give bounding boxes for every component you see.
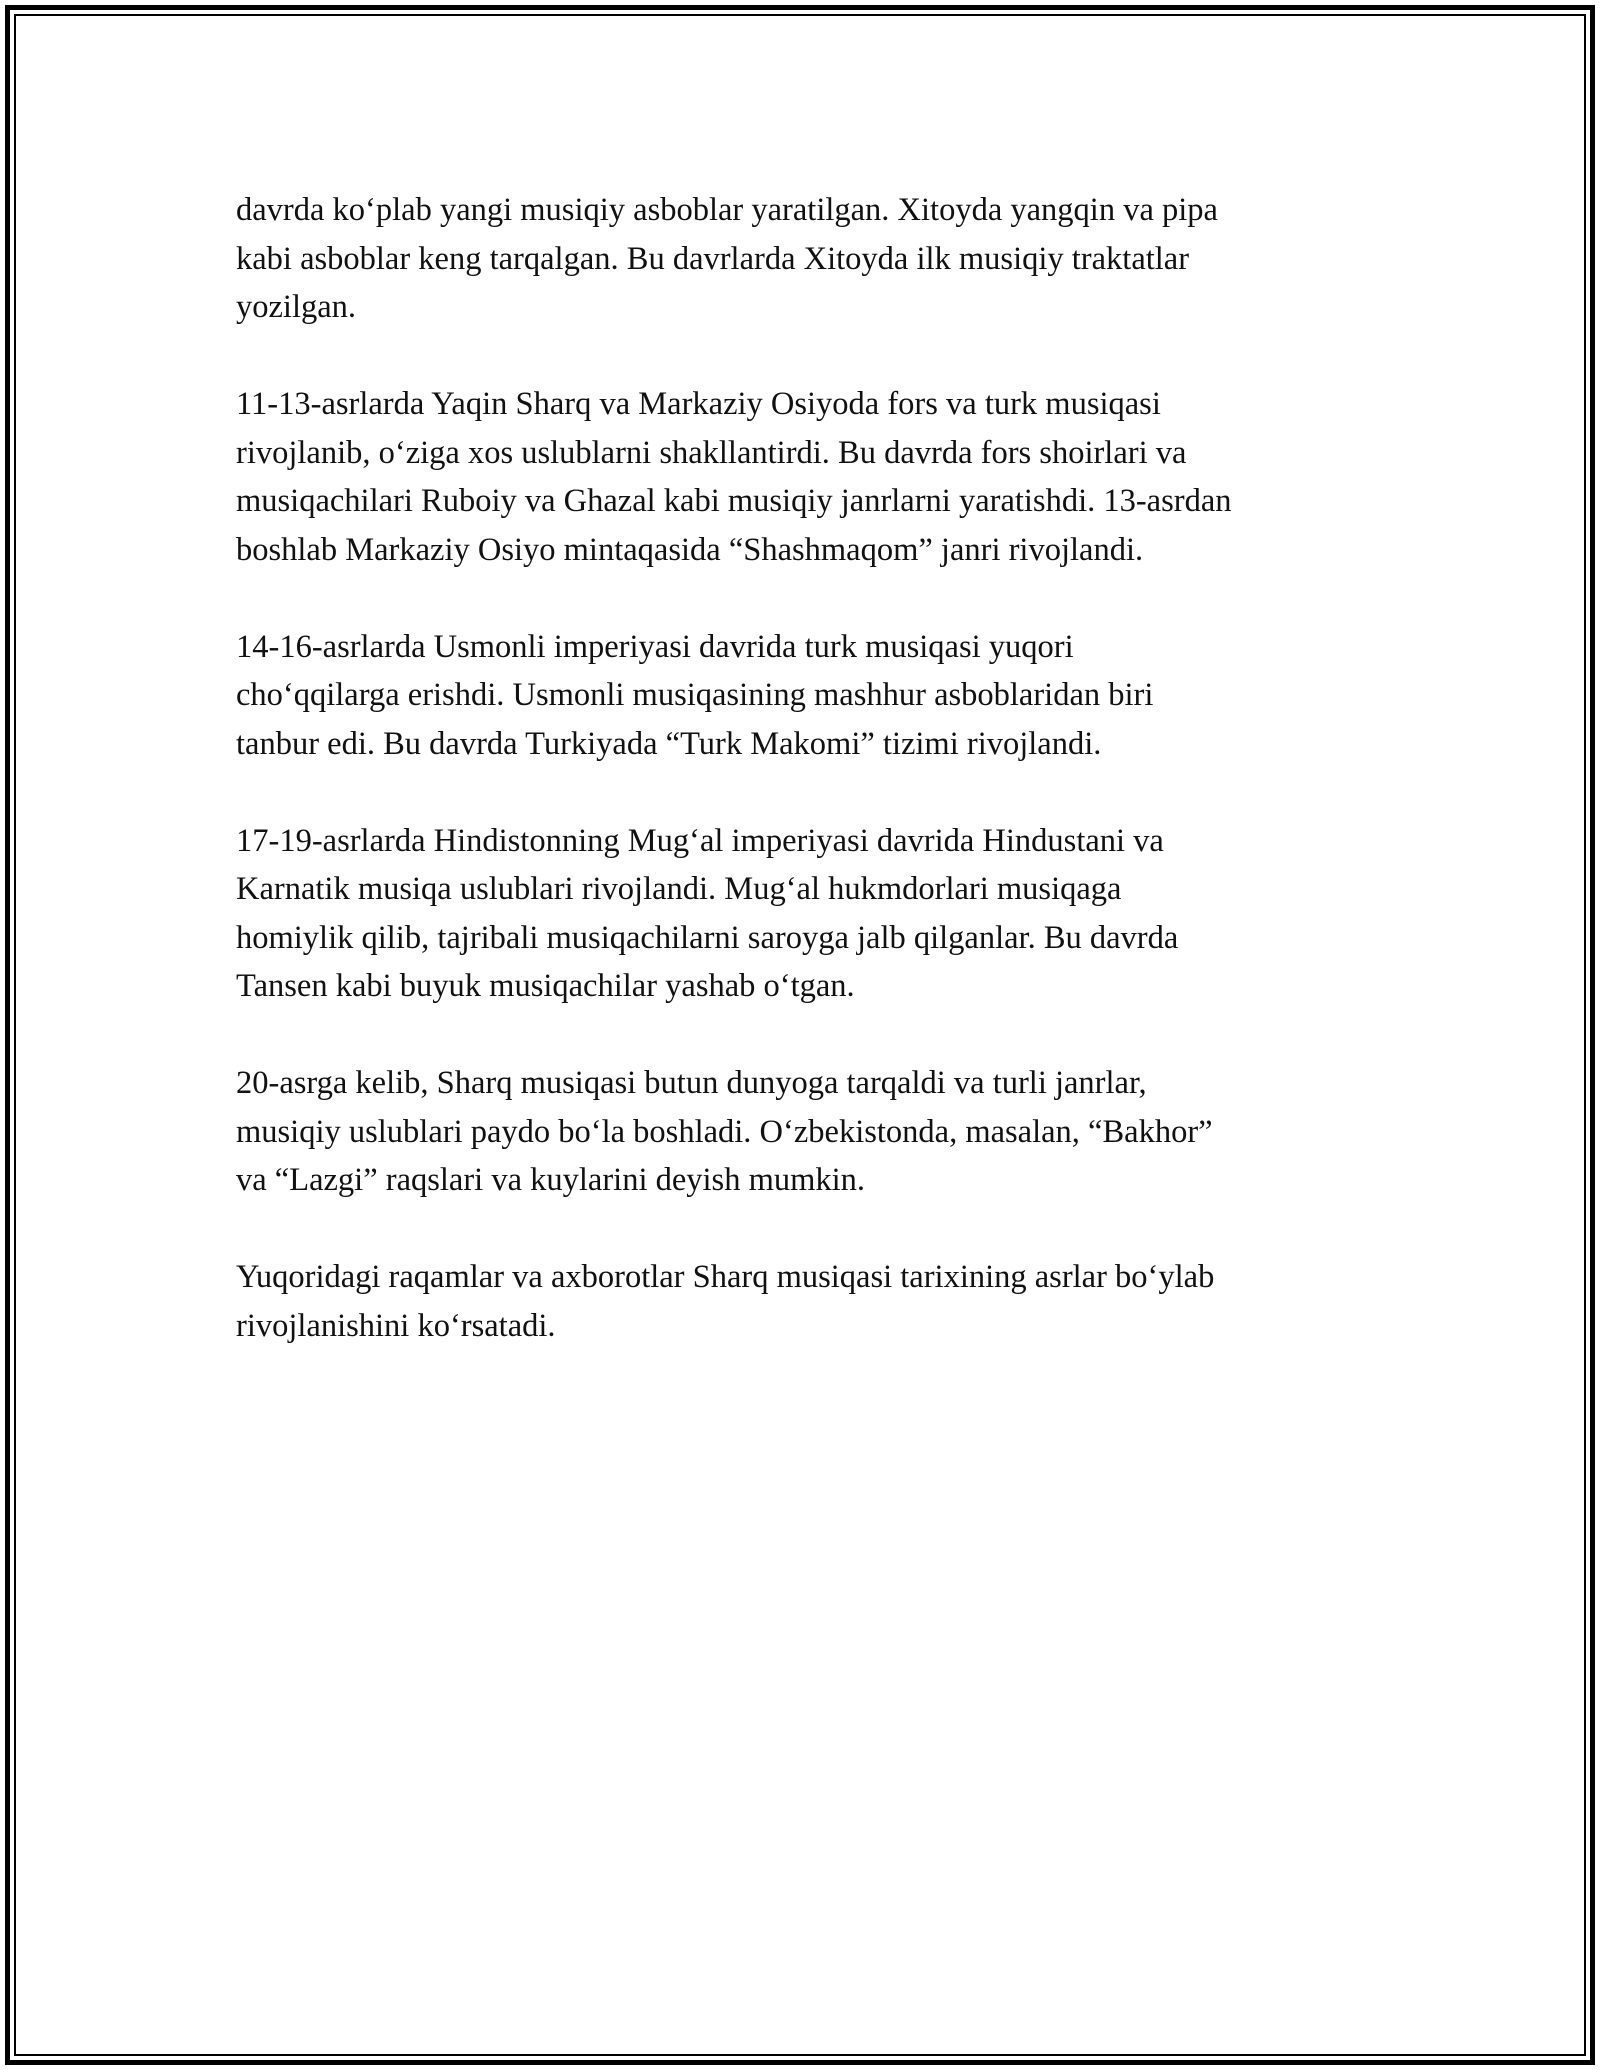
- text-line: 11-13-asrlarda Yaqin Sharq va Markaziy Osiyoda fors va turk musiqasi: [236, 386, 1161, 422]
- text-line: 17-19-asrlarda Hindistonning Mug‘al imperiyasi davrida Hindustani va: [236, 822, 1164, 859]
- text-line: musiqachilari Ruboiy va Ghazal kabi musiqiy janrlarni yaratishdi. 13-asrdan: [236, 483, 1232, 519]
- paragraph: [236, 1059, 1366, 1205]
- text-line: homiylik qilib, tajribali musiqachilarni saroyga jalb qilganlar. Bu davrda: [236, 919, 1179, 956]
- paragraph: [236, 380, 1366, 574]
- text-line: yozilgan.: [236, 289, 357, 325]
- text-line: va “Lazgi” raqslari va kuylarini deyish mumkin.: [236, 1162, 866, 1198]
- paragraph: [236, 186, 1366, 332]
- text-line: rivojlanishini ko‘rsatadi.: [236, 1307, 556, 1344]
- text-line: 20-asrga kelib, Sharq musiqasi butun dunyoga tarqaldi va turli janrlar,: [236, 1065, 1147, 1101]
- text-line: 14-16-asrlarda Usmonli imperiyasi davrida turk musiqasi yuqori: [236, 628, 1074, 665]
- text-line: boshlab Markaziy Osiyo mintaqasida “Shashmaqom” janri rivojlandi.: [236, 531, 1144, 568]
- document-body: [236, 186, 1366, 1399]
- text-line: cho‘qqilarga erishdi. Usmonli musiqasining mashhur asboblaridan biri: [236, 677, 1154, 713]
- text-line: rivojlanib, o‘ziga xos uslublarni shakllantirdi. Bu davrda fors shoirlari va: [236, 434, 1187, 471]
- text-line: kabi asboblar keng tarqalgan. Bu davrlarda Xitoyda ilk musiqiy traktatlar: [236, 240, 1190, 277]
- text-line: tanbur edi. Bu davrda Turkiyada “Turk Makomi” tizimi rivojlandi.: [236, 725, 1102, 762]
- text-line: Yuqoridagi raqamlar va axborotlar Sharq musiqasi tarixining asrlar bo‘ylab: [236, 1259, 1215, 1295]
- paragraph: [236, 817, 1366, 1011]
- text-line: davrda ko‘plab yangi musiqiy asboblar yaratilgan. Xitoyda yangqin va pipa: [236, 192, 1218, 228]
- text-line: Tansen kabi buyuk musiqachilar yashab o‘tgan.: [236, 968, 855, 1004]
- text-line: Karnatik musiqa uslublari rivojlandi. Mug‘al hukmdorlari musiqaga: [236, 871, 1122, 907]
- text-line: musiqiy uslublari paydo bo‘la boshladi. O‘zbekistonda, masalan, “Bakhor”: [236, 1113, 1213, 1150]
- paragraph: [236, 1253, 1366, 1350]
- paragraph: [236, 623, 1366, 769]
